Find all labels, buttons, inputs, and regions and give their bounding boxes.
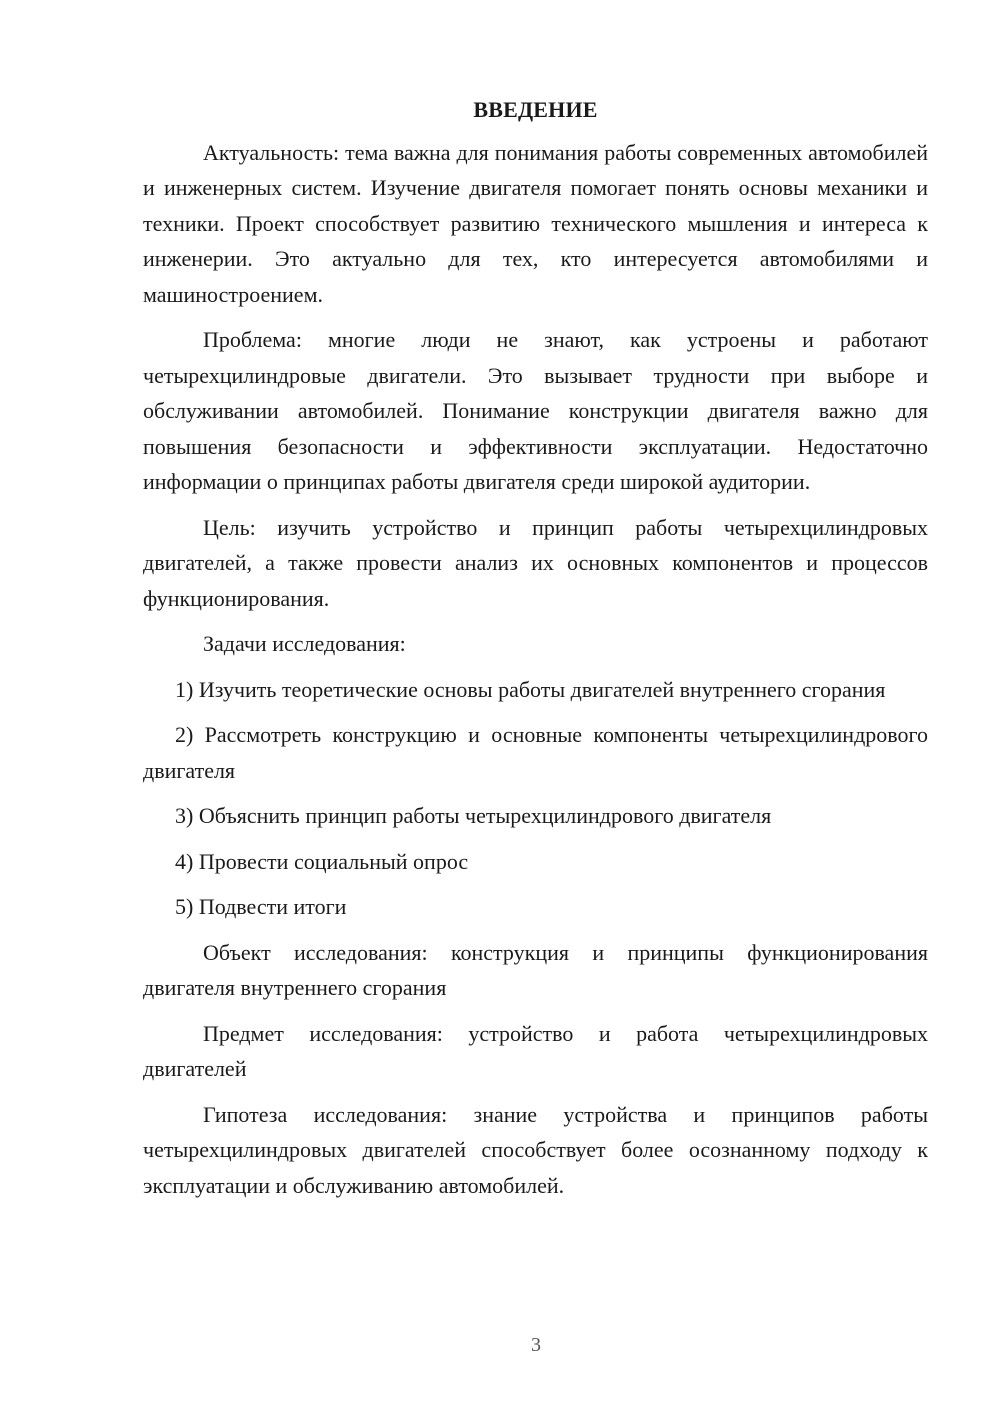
task-item-5: 5) Подвести итоги bbox=[175, 894, 347, 919]
task-item-4: 4) Провести социальный опрос bbox=[175, 848, 469, 874]
task-item-3: 3) Объяснить принцип работы четырехцилиндрового двигателя bbox=[175, 803, 772, 828]
section-title: ВВЕДЕНИЕ bbox=[473, 97, 598, 122]
paragraph-hypothesis: Гипотеза исследования: знание устройства и принципов работы четырехцилиндровых двигателей способствует более осознанному подходу к эксплуатации и обслуживанию автомобилей. bbox=[143, 1101, 928, 1198]
page-content bbox=[143, 92, 928, 1213]
paragraph-relevance: Актуальность: тема важна для понимания работы современных автомобилей и инженерных систем. Изучение двигателя помогает понять основы механики и техники. Проект способствует развитию технического мышления и интереса к инженерии. Это актуально для тех, кто интересуется автомобилями и машиностроением. bbox=[143, 139, 928, 307]
paragraph-object: Объект исследования: конструкция и принципы функционирования двигателя внутреннего сгорания bbox=[143, 939, 928, 1000]
task-item-1: 1) Изучить теоретические основы работы двигателей внутреннего сгорания bbox=[175, 676, 886, 702]
paragraph-problem: Проблема: многие люди не знают, как устроены и работают четырехцилиндровые двигатели. Это вызывает трудности при выборе и обслуживании автомобилей. Понимание конструкции двигателя важно для повышения безопасности и эффективности эксплуатации. Недостаточно информации о принципах работы двигателя среди широкой аудитории. bbox=[143, 327, 928, 494]
paragraph-subject: Предмет исследования: устройство и работа четырехцилиндровых двигателей bbox=[143, 1020, 928, 1081]
tasks-list bbox=[143, 672, 928, 925]
page-number: 3 bbox=[531, 1334, 541, 1356]
paragraph-goal: Цель: изучить устройство и принцип работы четырехцилиндровых двигателей, а также провести анализ их основных компонентов и процессов функционирования. bbox=[143, 514, 928, 611]
task-item-2: 2) Рассмотреть конструкцию и основные компоненты четырехцилиндрового двигателя bbox=[143, 722, 928, 783]
tasks-heading: Задачи исследования: bbox=[203, 631, 406, 656]
